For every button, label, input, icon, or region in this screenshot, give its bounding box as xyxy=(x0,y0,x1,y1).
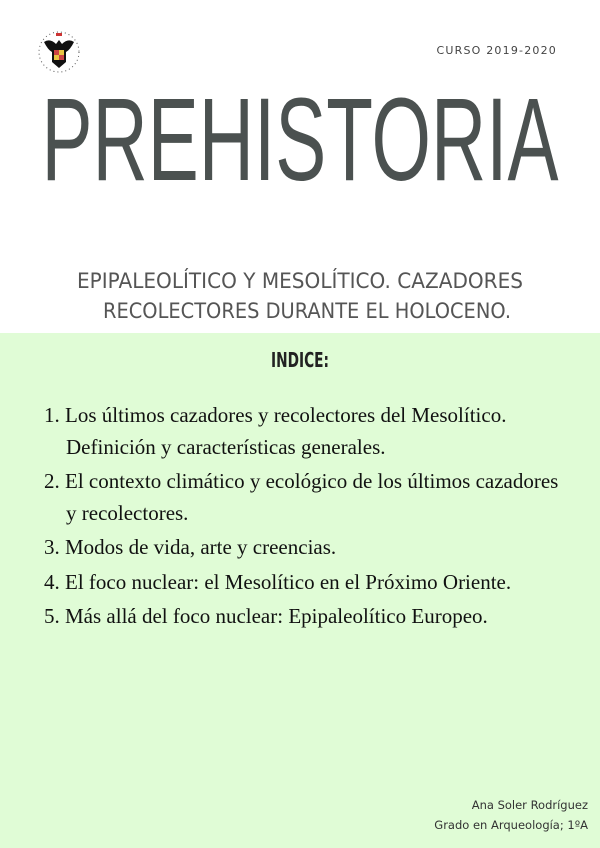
author-name: Ana Soler Rodríguez xyxy=(471,798,588,812)
index-heading-text: INDICE: xyxy=(271,348,329,372)
subtitle-line: RECOLECTORES DURANTE EL HOLOCENO. xyxy=(103,299,511,323)
index-item: 4. El foco nuclear: el Mesolítico en el Próximo Oriente. xyxy=(44,569,512,594)
index-item: 2. El contexto climático y ecológico de los últimos cazadores y recolectores. xyxy=(44,469,559,525)
index-panel xyxy=(0,333,600,848)
university-crest-logo xyxy=(36,28,82,76)
subtitle-line: EPIPALEOLÍTICO Y MESOLÍTICO. CAZADORES xyxy=(77,269,545,293)
index-item: 1. Los últimos cazadores y recolectores del Mesolítico. Definición y características generales. xyxy=(44,403,507,459)
course-year: CURSO 2019-2020 xyxy=(436,44,557,57)
subtitle xyxy=(0,262,600,332)
author-info xyxy=(434,795,588,835)
index-item: 5. Más allá del foco nuclear: Epipaleolítico Europeo. xyxy=(44,604,488,628)
title-text: PREHISTORIA xyxy=(41,78,559,188)
author-degree: Grado en Arqueología; 1ºA xyxy=(434,818,588,832)
index-list xyxy=(44,400,574,636)
page-title xyxy=(0,78,600,188)
index-heading xyxy=(0,343,600,377)
index-item: 3. Modos de vida, arte y creencias. xyxy=(44,535,337,559)
